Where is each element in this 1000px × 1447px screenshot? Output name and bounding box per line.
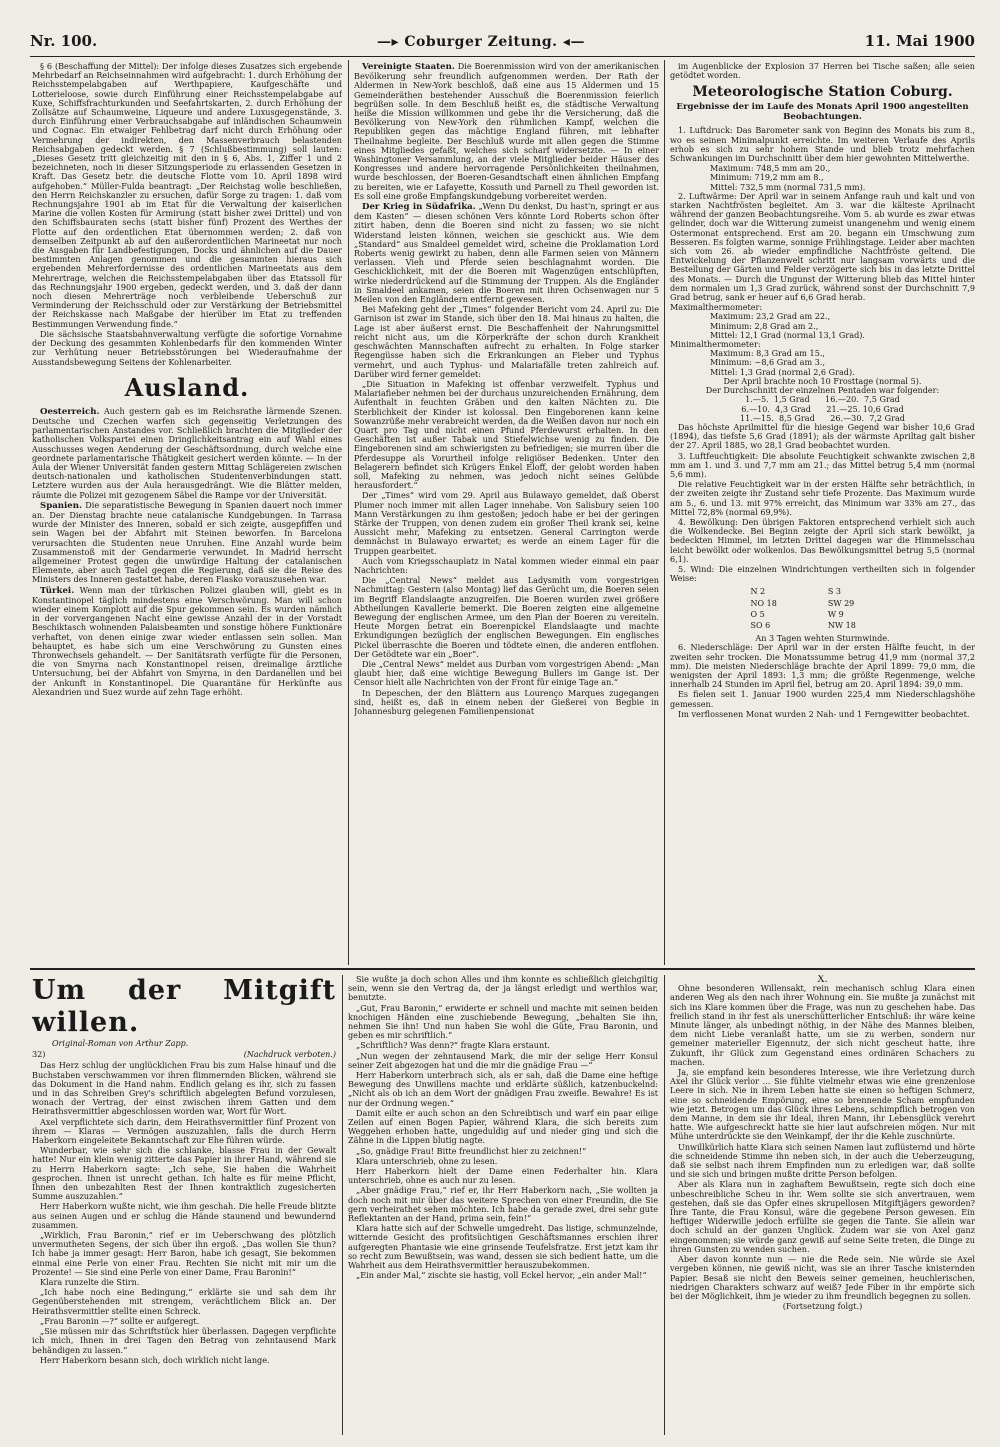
weather-paragraph: 2. Luftwärme: Der April war in seinem Anfange rauh und kalt und von starken Nachtfrösten begleitet. Am 3. war die kälteste Aprilnacht während der ganzen Beobachtungsreihe. Vom 5. ab wurde es zwar etwas gelinder, doch war die Witterung zumeist unangenehm und wenig einem Ostermonat entsprechend. Erst am 20. begann ein Umschwung zum Besseren. Es folgten warme, sonnige Frühlingstage. Leider aber machten sich vom 26. ab wieder empfindliche Nachtfröste geltend. Die Entwickelung der Pflanzenwelt schritt nur langsam vorwärts und die Bestellung der Gärten und Felder verzögerte sich bis in das letzte Drittel des Monats. — Durch die Ungunst der Witterung blieb das Mittel hinter dem normalen um 1,3 Grad zurück, während sonst der Durchschnitt 7,9 Grad betrug, sank er heuer auf 6,6 Grad herab. (670, 190, 975, 303)
article-paragraph: Bei Mafeking geht der „Times“ folgender Bericht vom 24. April zu: Die Garnison ist zwar im Stande, sich über den 18. Mai hinaus zu halten, die Lage ist aber äußerst ernst. Die Beschaffenheit der Nahrungsmittel reicht nicht aus, um die Körperkräfte der schon durch Krankheit geschwächten Mannschaften aufrecht zu erhalten. In Folge starker Regengüsse haben sich die Erkrankungen an Fieber und Typhus vermehrt, und auch Typhus- und Malariafälle treten zahlreich auf. Darüber wird ferner gemeldet: (354, 304, 659, 379)
novel-paragraph: „Sie müssen mir das Schriftstück hier überlassen. Dagegen verpflichte ich mich, Ihnen in drei Tagen den Betrag von zehntausend Mark behändigen zu lassen.“ (32, 1326, 336, 1355)
wind-row (745, 599, 901, 608)
article-head: Türkei. (40, 585, 75, 596)
novel-paragraph: Herr Haberkorn wußte nicht, wie ihm geschah. Die helle Freude blitzte aus seinen Augen und er schlug die Hände staunend und bewundernd zusammen. (32, 1201, 336, 1230)
article-spanien (32, 501, 342, 585)
novel-column (348, 975, 658, 1440)
novel-paragraph: Klara hatte sich auf der Schwelle umgedreht. Das listige, schmunzelnde, witternde Gesicht des profitsüchtigen Geschäftsmannes erschien ihrer aufgeregten Phantasie wie eine grinsende Teufelsfratze. Erst jetzt kam ihr so recht zum Bewußtsein, was wand, dessen sie sich bedient hatte, um die Wahrheit aus dem Heirathsvermittler herauszubekommen. (348, 1223, 658, 1271)
novel-paragraph: „Gut, Frau Baronin,“ erwiderte er schnell und machte mit seinen beiden knochigen Händen eine zuschiebende Bewegung, „behalten Sie ihn, nehmen Sie ihn! Und nun haben Sie wohl die Güte, Frau Baronin, und geben es mir schriftlich.“ (348, 1002, 658, 1041)
article-paragraph: im Augenblicke der Explosion 37 Herren bei Tische saßen; alle seien getödtet worden. (670, 62, 975, 81)
article-paragraph: In Depeschen, der den Blättern aus Lourenço Marques zugegangen sind, heißt es, daß in einem neben der Gießerei von Begbie in Johannesburg gelegenen Familienpensionat (354, 687, 659, 717)
header-rule (30, 56, 975, 57)
novel-paragraph: Ohne besonderen Willensakt, rein mechanisch schlug Klara einen anderen Weg als den nach ihrer Wohnung ein. Sie mußte ja zunächst mit sich ins Klare kommen über die Frage, was nun zu geschehen habe. Das freilich stand in ihr fest als unerschütterlicher Entschluß: ihr wäre keine Minute länger, als unbedingt nöthig, in der Nähe des Mannes bleiben, dem nicht Liebe veranlaßt hatte, um sie zu werben, sondern nur gemeiner materieller Eigennutz, der sich nicht gescheut hatte, ihre Zukunft, ihr Glück zum Gegenstand eines ordinären Schachers zu machen. (670, 983, 975, 1067)
novel-paragraph: „So, gnädige Frau! Bitte freundlichst hier zu zeichnen!“ (356, 1145, 587, 1156)
novel-title: Um der Mitgift willen. (32, 975, 336, 1038)
article-paragraph: Auch vom Kriegsschauplatz in Natal kommen wieder einmal ein paar Nachrichten: (354, 555, 659, 575)
weather-value: Minimum: 2,8 Grad am 2., (710, 320, 819, 331)
weather-label: Maximalthermometer: (670, 302, 763, 313)
article-head: Oesterreich. (40, 406, 100, 417)
weather-value: Der April brachte noch 10 Frosttage (normal 5). (723, 375, 922, 386)
novel-paragraph: Klara unterschrieb, ohne zu lesen. (356, 1155, 498, 1166)
weather-value: Mittel: 12,1 Grad (normal 13,1 Grad). (710, 329, 866, 340)
wind-table (743, 585, 903, 632)
weather-value: Mittel: 1,3 Grad (normal 2,6 Grad). (710, 366, 855, 377)
weather-value: Maximum: 748,5 mm am 20., (710, 163, 831, 174)
article-head: Vereinigte Staaten. (362, 62, 455, 72)
weather-value: Minimum: 719,2 mm am 8., (710, 172, 824, 183)
novel-installment: 32) (32, 1049, 46, 1060)
issue-date: 11. Mai 1900 (864, 32, 975, 50)
weather-value: Minimum: −8,6 Grad am 3., (710, 357, 826, 368)
novel-paragraph: „Wirklich, Frau Baronin,“ rief er im Ueberschwang des plötzlich unvermutheten Segens, der sich über ihn ergoß. „Das wollen Sie thun? Ich habe ja immer gesagt: Herr Baron, habe ich gesagt, Sie bekommen einmal eine Perle von einer Frau. Rechten Sie nicht mit mir um die Prozente! — Sie sind eine Perle von einer Dame, Frau Baronin!“ (32, 1230, 336, 1277)
article-oesterreich (32, 407, 342, 500)
weather-station-subtitle: Ergebnisse der im Laufe des Monats April 1900 angestellten Beobachtungen. (676, 102, 969, 123)
masthead (30, 22, 975, 50)
novel-paragraph: Sie wußte ja doch schon Alles und ihm konnte es schließlich gleichgiltig sein, wenn sie den Vertrag da, der ja längst erledigt und werthlos war, benutzte. (348, 975, 658, 1003)
newspaper-title: —▸ Coburger Zeitung. ◂— (376, 34, 585, 50)
wind-cell: SO 6 (750, 620, 771, 630)
column-politics (32, 62, 342, 962)
article-paragraph: Die „Central News“ meldet aus Durban vom vorgestrigen Abend: „Man glaubt hier, daß eine wichtige Bewegung Bullers im Gange ist. Der Censor hielt alle Nachrichten von der Front für einige Tage an.“ (354, 659, 659, 688)
novel-paragraph: „Aber gnädige Frau,“ rief er, ihr Herr Haberkorn nach, „Sie wollten ja doch noch mit mir über das weitere Sprechen von einer Freundin, die Sie gern verheirathet sehen möchten. Ich habe da gerade zwei, drei sehr gute Reflektanten an der Hand, prima sein, fein!“ (348, 1185, 658, 1224)
weather-paragraph: 1. Luftdruck: Das Barometer sank von Beginn des Monats bis zum 8., wo es seinen Minimalpunkt erreichte. Im weiteren Verlaufe des Aprils erhob es sich zu sehr hohem Stande und blieb trotz mehrfachen Schwankungen im Durchschnitt über dem hier gewohnten Mittelwerthe. (670, 125, 975, 164)
chapter-number: X. (817, 975, 828, 985)
wind-cell: O 5 (750, 609, 765, 619)
pentade-row: 1.—5. 1,5 Grad 16.—20. 7,5 Grad (745, 394, 900, 405)
article-text: Die Boerenmission wird von der amerikanischen Bevölkerung sehr freundlich aufgenommen werden. Der Rath der Aldermen in New-York beschloß, daß eine aus 15 Aldermen und 15 Gemeinderäthen bestehender Ausschuß die Boerenmission feierlich begrüßen solle. In dem Beschluß heißt es, die städtische Verwaltung heiße die Mission willkommen und gebe ihr die Versicherung, daß die Bevölkerung von New-York den rühmlichen Kampf, welchen die Republiken gegen das mächtige England führen, mit lebhafter Theilnahme begleite. Der Beschluß wurde mit allen gegen die Stimme eines Mitgliedes gefaßt, welches sich scharf widersetzte. — In einer Washingtoner Versammlung, an der viele Mitglieder beider Häuser des Kongresses und andere hervorragende Persönlichkeiten theilnahmen, wurde beschlossen, der Boeren-Gesandtschaft einen ähnlichen Empfang zu bereiten, wie er Lafayette, Kossuth und Parnell zu Theil geworden ist. Es soll eine große Empfangskundgebung vorbereitet werden. (354, 62, 659, 201)
weather-value: Maximum: 23,2 Grad am 22., (710, 311, 831, 322)
article-paragraph: „Die Situation in Mafeking ist offenbar verzweifelt. Typhus und Malariafieber nehmen bei der durchaus unzureichenden Ernährung, dem Aufenthalt in feuchten Gräben und den kalten Nächten zu. Die Sterblichkeit der Kinder ist kolossal. Den Eingeborenen kann keine Sowanzrüße mehr verabreicht werden, da die Weißen davon nur noch ein Quart pro Tag und nicht einen Pfund Pferdewurst erhalten. In den Geschäften ist außer Tabak und Stiefelwichse wenig zu finden. Die Eingeborenen sind am schwierigsten zu befriedigen; sie murren über die Pferdesuppe als Vorurtheil infolge religiöser Bedenken. Unter den Belagerern befindet sich Krügers Enkel Eloff, der gelobt worden haben soll, Mafeking zu nehmen, was jedoch nicht seines Gelübde herausfordert.“ (354, 378, 659, 491)
issue-number: Nr. 100. (30, 32, 98, 50)
novel-paragraph: „Frau Baronin —?“ sollte er aufgeregt. (40, 1315, 200, 1326)
column-divider (342, 975, 343, 1435)
weather-paragraph: Es fielen seit 1. Januar 1900 wurden 225,4 mm Niederschlagshöhe gemessen. (670, 689, 975, 709)
article-text: Auch gestern gab es im Reichsrathe lärmende Szenen. Deutsche und Czechen warfen sich gegenseitig Verletzungen des parlamentarischen Anstandes vor. Schließlich brachten die Mitglieder der katholischen Volkspartei einen Dringlichkeitsantrag ein auf Wahl eines Ausschusses wegen Aenderung der Geschäftsordnung, durch welche eine geordnete parlamentarische Thätigkeit gesichert werden könnte. — In der Aula der Wiener Universität fanden gestern Mittag Schlägereien zwischen deutsch-nationalen und katholischen Studentenverbindungen statt. Letztere wurden aus der Aula herausgedrängt. Wie die Blätter melden, räumte die Polizei mit gezogenem Säbel die Rampe vor der Universität. (32, 405, 342, 500)
wind-cell: NO 18 (750, 598, 777, 608)
novel-paragraph: Unwillkürlich hatte Klara sich seinen Namen laut zuflüsternd und hörte die schneidende Stimme ihn neben sich, in der auch die Ueberzeugung, daß sie selbst nach ihrem Empfinden nun zu erledigen war, daß sollte und sie sich und bringen mußte dritte Person befolgen. (670, 1141, 975, 1180)
novel-column (32, 975, 336, 1440)
wind-cell: NW 18 (827, 620, 856, 630)
weather-paragraph: Im verflossenen Monat wurden 2 Nah- und 1 Ferngewitter beobachtet. (678, 708, 970, 719)
novel-paragraph: Ja, sie empfand kein besonderes Interesse, wie ihre Verletzung durch Axel ihr Glück verlor ... Sie fühlte vielmehr etwas wie eine grenzenlose Leere in sich. Nie in ihrem Leben hatte sie einen so heftigen Schmerz, eine so schneidende Empörung, eine so brennende Scham empfunden wie jetzt. Betrogen um das Glück ihres Lebens, schimpflich betrogen von dem Manne, in dem sie ihr Ideal, ihren Mann, ihr Lebensglück verehrt hatte. Wie aufgeschreckt hatte sie hier laut aufschreien mögen. Nur mit Mühe unterdrückte sie den Weinkampf, der ihr die Kehle zuschnürte. (670, 1067, 975, 1142)
article-tuerkei (32, 586, 342, 697)
article-paragraph: Die „Central News“ meldet aus Ladysmith vom vorgestrigen Nachmittag: Gestern (also Montag) lief das Gerücht um, die Boeren seien im Begriff Elandslaagte anzugreifen. Die Boeren wurden zwei größere Abtheilungen Kavallerie bemerkt. Die Boeren zeigten eine allgemeine Bewegung der englischen Armee, um den Plan der Boeren zu vereiteln. Heute Morgen betrat ein Boerenpickel Elandslaagte und machte Erkundigungen bezüglich der englischen Bewegungen. Ein englisches Pickel überraschte die Boeren und tödtete einen, die anderen entflohen. Der Getödtete war ein „Boer“. (354, 575, 659, 659)
novel-column (670, 975, 975, 1440)
continuation-note: (Fortsetzung folgt.) (782, 1301, 863, 1312)
novel-paragraph: Herr Haberkorn hielt der Dame einen Federhalter hin. Klara unterschrieb, ohne es auch nur zu lesen. (348, 1166, 658, 1186)
wind-cell: SW 29 (827, 598, 855, 608)
novel-paragraph: „Nun wegen der zehntausend Mark, die mir der selige Herr Konsul seiner Zeit abgezogen hat und die mir die gnädige Frau —“ (348, 1050, 658, 1070)
article-krieg (354, 202, 659, 304)
weather-value: Der Durchschnitt der einzelnen Pentaden war folgender: (705, 385, 940, 396)
weather-value: An 3 Tagen wehten Sturmwinde. (755, 633, 890, 644)
article-paragraph: § 6 (Beschaffung der Mittel): Der infolge dieses Zusatzes sich ergebende Mehrbedarf an Reichseinnahmen wird aufgebracht: 1. durch Erhöhung der Reichsstempelabgaben auf Werthpapiere, Kaufgeschäfte und Lotterieloose, sowie durch Einführung einer Reichsstempelabgabe auf Kuxe, Schiffsfrachturkunden und Seefahrtskarten, 2. durch Erhöhung der Zollsätze auf Schaumweine, Liqueure und andere Luxusgegenstände, 3. durch Einführung einer Verbrauchsabgabe auf inländischen Schaumwein und Cognac. Ein etwaiger Fehlbetrag darf nicht durch Erhöhung oder Vermehrung der indirekten, den Massenverbrauch belastenden Reichsabgaben gedeckt werden. § 7 (Schlußbestimmung) soll lauten: „Dieses Gesetz tritt gleichzeitig mit den in § 6, Abs. 1, Ziffer 1 und 2 bezeichneten, noch in dieser Sitzungsperiode zu erlassenden Gesetzen in Kraft. Das Gesetz betr. die deutsche Flotte vom 10. April 1898 wird aufgehoben.“ Müller-Fulda beantragt: „Der Reichstag wolle beschließen, den Herrn Reichskanzler zu ersuchen, dafür Sorge zu tragen: 1. daß vom Rechnungsjahre 1901 ab im Etat für die Verwaltung der kaiserlichen Marine die vollen Kosten für Armirung (statt bisher zwei Drittel) und von den Schiffsbauraten sechs (statt bisher fünf) Prozent des Werthes der Flotte auf den ordentlichen Etat übernommen werden; 2. daß von demselben Zeitpunkt ab auf den außerordentlichen Marineetat nur noch die Ausgaben für Landbefestigungen, Docks und ähnlichen auf die Dauer bestimmten Anlagen genommen und die gesammten hieraus sich ergebenden Mehrerfordernisse des ordentlichen Marineetats aus dem Mehrertrage, welchen die Reichsstempelabgaben über das Etatssoll für das Rechnungsjahr 1900 ergeben, gedeckt werden, und 3. daß der dann noch diesen Mehrerträge noch verbleibende Ueberschuß zur Verminderung der Reichsschuld oder zur Verstärkung der Betriebsmittel der Reichskasse nach Maßgabe der hierüber im Etat zu treffenden Bestimmungen Verwendung finde.“ (32, 62, 342, 329)
novel-paragraph: Herr Haberkorn besann sich, doch wirklich nicht lange. (40, 1354, 270, 1365)
article-paragraph: Der „Times“ wird vom 29. April aus Bulawayo gemeldet, daß Oberst Plumer noch immer mit allen Lager innehabe. Von Salisbury seien 100 Mann Verstärkungen zu ihm gestoßen; jedoch habe er bei der geringen Stärke der Truppen, von denen zudem ein großer Theil krank sei, keine Aussicht mehr, Mafeking zu entsetzen. General Carrington werde demnächst in Bulawayo erwartet; es werde an einem Lager für die Truppen gearbeitet. (354, 490, 659, 556)
novel-paragraph: Klara runzelte die Stirn. (40, 1277, 140, 1288)
wind-cell: W 9 (827, 609, 844, 619)
novel-paragraph: Wunderbar, wie sehr sich die schlanke, blasse Frau in der Gewalt hatte! Nur ein klein wenig zitterte das Papier in ihrer Hand, während sie zu Herrn Haberkorn sagte: „Ich sehe, Sie haben die Wahrheit gesprochen. Ihnen ist unrecht gethan. Ich halte es für meine Pflicht, Ihnen den unbezahlten Rest der Ihnen kontraktlich zugesicherten Summe auszuzahlen.“ (32, 1145, 336, 1202)
weather-value: Maximum: 8,3 Grad am 15., (710, 348, 826, 359)
weather-paragraph: Die relative Feuchtigkeit war in der ersten Hälfte sehr beträchtlich, in der zweiten zeigte ihr Zustand sehr tiefe Prozente. Das Maximum wurde am 5., 6. und 13. mit 97% erreicht, das Minimum war 33% am 27., das Mittel 72,8% (normal 69,9%). (670, 479, 975, 517)
weather-label: Minimalthermometer: (670, 339, 761, 350)
feuilleton-rule (30, 968, 975, 970)
wind-row (745, 610, 901, 619)
article-text: „Wenn Du denkst, Du hast'n, springt er aus dem Kasten“ — diesen schönen Vers könnte Lord Roberts schon öfter zitirt haben, denn die Boeren sind nicht zu fassen; wo sie nicht Widerstand leisten können, weichen sie geschickt aus. Wie dem „Standard“ aus Smaldeel gemeldet wird, scheine die Proklamation Lord Roberts wenig gewirkt zu haben, denn alle Farmen seien von Männern verlassen. Vieh und Pferde seien beschlagnahmt worden. Die Geschicklichkeit, mit der die Boeren mit Wagenzügen entschlüpften, wirke niederdrückend auf die Stimmung der Truppen. Als die Engländer in Smaldeel ankamen, seien die Boeren mit ihren Ochsenwagen nur 5 Meilen von den Engländern entfernt gewesen. (354, 201, 659, 305)
novel-paragraph: Aber davon konnte nun — nie die Rede sein. Nie würde sie Axel vergeben können, nie gewiß nicht, was sie an ihrer Tasche knisternden Papier. Besaß sie nicht den Beweis seiner gemeinen, heuchlerischen, niedrigen Charakters schwarz auf weiß? Jede Fiber in ihr empörte sich bei der Möglichkeit, ihm je wieder zu ihm freundlich begegnen zu sollen. (670, 1254, 975, 1301)
pentade-row: 11.—15. 8,5 Grad 26.—30. 7,2 Grad (740, 412, 905, 423)
article-text: Die separatistische Bewegung in Spanien dauert noch immer an. Der Dienstag brachte neue catalanische Kundgebungen. In Tarrasa wurde der Minister des Inneren, sobald er sich zeigte, ausgepfiffen und sein Wagen bei der Abfahrt mit Steinen beworfen. In Barcelona verursachten die Studenten neue Unruhen. Eine Anzahl wurde beim Zusammenstoß mit der Gendarmerie verwundet. In Madrid herrscht allgemeiner Protest gegen die unwürdige Haltung der catalanischen Elemente, aber auch Tadel gegen die Regierung, daß sie die Reise des Ministers des Inneren gestattet habe, deren Fiasko vorauszusehen war. (32, 499, 342, 585)
novel-paragraph: „Schriftlich? Was denn?“ fragte Klara erstaunt. (356, 1040, 550, 1051)
novel-author: Original-Roman von Arthur Zapp. (52, 1039, 189, 1048)
column-divider (664, 60, 665, 965)
wind-row (745, 587, 901, 596)
section-title-ausland: Ausland. (124, 372, 250, 402)
novel-paragraph: Herr Haberkorn unterbrach sich, als er sah, daß die Dame eine heftige Bewegung des Unwillens machte und erklärte süßlich, katzenbuckelnd: „Nicht als ob ich an dem Wort der gnädigen Frau zweifle. Bewahre! Es ist nur der Ordnung wegen.“ (348, 1070, 658, 1108)
novel-paragraph: Axel verpflichtete sich darin, dem Heirathsvermittler fünf Prozent von ihrem — Klaras — Vermögen auszuzahlen, falls die durch Herrn Haberkorn eingeleitete Bekanntschaft zur Ehe führen würde. (32, 1116, 336, 1146)
wind-cell: S 3 (827, 587, 841, 597)
pentade-row: 6.—10. 4,3 Grad 21.—25. 10,6 Grad (741, 403, 904, 414)
column-divider (348, 60, 349, 965)
novel-copyright: (Nachdruck verboten.) (243, 1050, 336, 1060)
novel-paragraph: Damit eilte er auch schon an den Schreibtisch und warf ein paar eilige Zeilen auf einen Bogen Papier, während Klara, die sich bereits zum Weggehen erhoben hatte, ungeduldig auf und nieder ging und sich die Zähne in die Lippen blutig nagte. (348, 1107, 658, 1146)
column-foreign (354, 62, 659, 962)
article-head: Der Krieg in Südafrika. (362, 202, 476, 213)
weather-paragraph: 5. Wind: Die einzelnen Windrichtungen vertheilten sich in folgender Weise: (670, 563, 975, 584)
weather-value: Mittel: 732,5 mm (normal 731,5 mm). (710, 181, 866, 192)
weather-paragraph: 3. Luftfeuchtigkeit: Die absolute Feuchtigkeit schwankte zwischen 2,8 mm am 1. und 3. und 7,7 mm am 21.; das Mittel betrug 5,4 mm (normal 5,6 mm). (670, 450, 975, 479)
weather-paragraph: 6. Niederschläge: Der April war in der ersten Hälfte feucht, in der zweiten sehr trocken. Die Monatssumme betrug 41,9 mm (normal 37,2 mm). Die meisten Niederschläge brachte der April 1899: 79,0 mm, die wenigsten der April 1893: 1,3 mm; die größte Regenmenge, welche innerhalb 24 Stunden im April fiel, betrug am 20. April 1894: 39,0 mm. (670, 642, 975, 690)
weather-paragraph: 4. Bewölkung: Den übrigen Faktoren entsprechend verhielt sich auch die Wolkendecke. Bei Beginn zeigte der April sich stark bewölkt, ja bedeckten Himmel, im letzten Drittel dagegen war die Himmelsschau leicht bewölkt oder wolkenlos. Das Bewölkungsmittel betrug 5,5 (normal 6,1). (670, 516, 975, 564)
novel-paragraph: Das Herz schlug der unglücklichen Frau bis zum Halse hinauf und die Buchstaben verschwammen vor ihren flimmernden Blicken, während sie das Dokument in die Hand nahm. Endlich gelang es ihr, sich zu fassen und in das Schreiben Grey's schriftlich abgelegten Befund vorzulesen, wonach der Vertrag, der einst zwischen ihrem Gatten und dem Heirathsvermittler abgeschlossen worden war, Wort für Wort. (32, 1060, 336, 1117)
novel-paragraph: „Ein ander Mal,“ zischte sie hastig, voll Eckel hervor, „ein ander Mal!“ (356, 1270, 647, 1281)
wind-row (745, 621, 901, 630)
column-weather (670, 62, 975, 962)
article-vereinigte-staaten (354, 62, 659, 201)
article-text: Wenn man der türkischen Polizei glauben will, giebt es in Konstantinopel täglich mindestens eine Verschwörung. Man will schon wieder einem Komplott auf die Spur gekommen sein. Es wurden nämlich in der vorvergangenen Nacht eine gewisse Anzahl der in der Vorstadt Beschiktasch wohnenden Palaisbeamten und sonstige höhere Funktionäre verhaftet, von denen einige zwar wieder entlassen sein sollen. Man behauptet, es habe sich um eine Verschwörung zu Gunsten eines Thronwechsels gehandelt. — Der Sanitätsrath verfügte für die Personen, die von Smyrna nach Konstantinopel reisen, dreimalige ärztliche Untersuchung, bei der Abfahrt von Smyrna, in den Dardanellen und bei der Ankunft in Konstantinopel. Die Quarantäne für Herkünfte aus Alexandrien und Suez wurde auf zehn Tage erhöht. (32, 584, 342, 697)
novel-paragraph: „Ich habe noch eine Bedingung,“ erklärte sie und sah dem ihr Gegenüberstehenden mit strengem, verächtlichem Blick an. Der Heirathsvermittler stellte einen Schreck. (32, 1287, 336, 1316)
article-paragraph: Die sächsische Staatsbahnverwaltung verfügte die sofortige Vornahme der Deckung des gesammten Kohlenbedarfs für den kommenden Winter zur Verhütung neuer Betriebsstörungen bei Wiederaufnahme der Ausstandsbewegung Seitens der Kohlenarbeiter. (32, 328, 342, 367)
wind-cell: N 2 (750, 587, 766, 597)
article-head: Spanien. (40, 500, 83, 511)
weather-station-title: Meteorologische Station Coburg. (692, 84, 953, 101)
weather-paragraph: Das höchste Aprilmittel für die hiesige Gegend war bisher 10,6 Grad (1894), das tiefste 5,6 Grad (1891); als der wärmste Apriltag galt bisher der 27. April 1885, wo 28,1 Grad beobachtet wurden. (670, 421, 975, 451)
novel-paragraph: Aber als Klara nun in zaghaftem Bewußtsein, regte sich doch eine unbeschreibliche Scheu in ihr. Wem sollte sie sich anvertrauen, wem gestehen, daß sie das Opfer eines skrupellosen Mitgiftjägers geworden? Ihre Tante, die Frau Konsul, wäre die gegebene Person gewesen. Ein heftiger Widerwille jedoch erfüllte sie gegen die Tante. Sie allein war doch schuld an der ganzen Unglück. Zudem war sie von Axel ganz eingenommen; sie würde ganz gewiß auf seine Seite treten, die Dinge zu ihren Gunsten zu wenden suchen. (670, 1179, 975, 1254)
column-divider (664, 975, 665, 1435)
novel-meta-row (32, 1050, 336, 1059)
